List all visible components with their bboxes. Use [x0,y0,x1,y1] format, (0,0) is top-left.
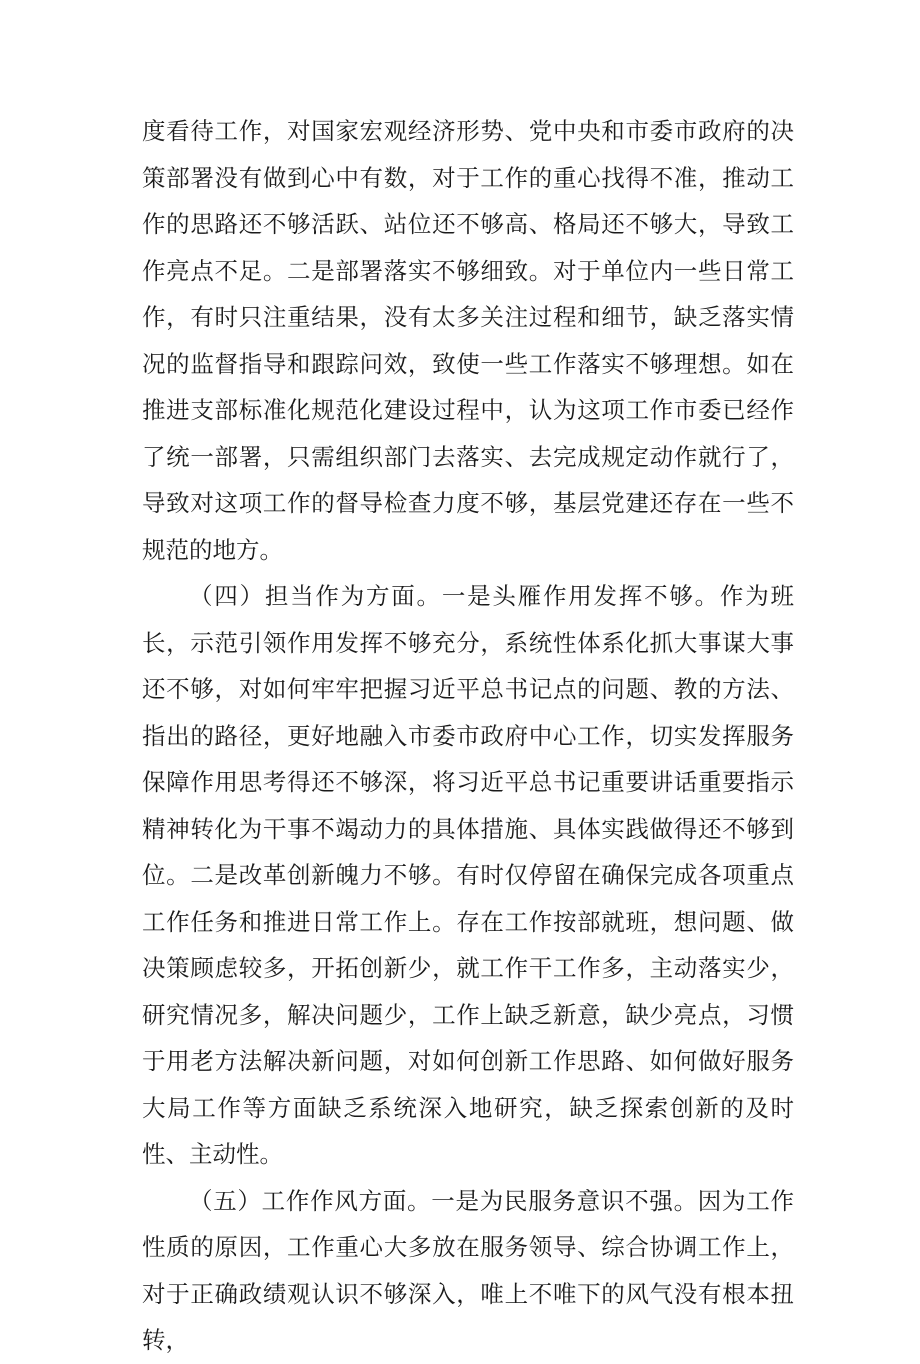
paragraph-continued: 度看待工作，对国家宏观经济形势、党中央和市委市政府的决策部署没有做到心中有数，对于工作的重心找得不准，推动工作的思路还不够活跃、站位还不够高、格局还不够大，导致工作亮点不足。二是部署落实不够细致。对于单位内一些日常工作，有时只注重结果，没有太多关注过程和细节，缺乏落实情况的监督指导和跟踪问效，致使一些工作落实不够理想。如在推进支部标准化规范化建设过程中，认为这项工作市委已经作了统一部署，只需组织部门去落实、去完成规定动作就行了，导致对这项工作的督导检查力度不够，基层党建还存在一些不规范的地方。 [142,117,794,564]
paragraph-section-five: （五）工作作风方面。一是为民服务意识不强。因为工作性质的原因，工作重心大多放在服务领导、综合协调工作上，对于正确政绩观认识不够深入，唯上不唯下的风气没有根本扭转， [142,1186,794,1354]
document-body [142,108,794,1364]
paragraph-section-four: （四）担当作为方面。一是头雁作用发挥不够。作为班长，示范引领作用发挥不够充分，系统性体系化抓大事谋大事还不够，对如何牢牢把握习近平总书记点的问题、教的方法、指出的路径，更好地融入市委市政府中心工作，切实发挥服务保障作用思考得还不够深，将习近平总书记重要讲话重要指示精神转化为干事不竭动力的具体措施、具体实践做得还不够到位。二是改革创新魄力不够。有时仅停留在确保完成各项重点工作任务和推进日常工作上。存在工作按部就班，想问题、做决策顾虑较多，开拓创新少，就工作干工作多，主动落实少，研究情况多，解决问题少，工作上缺乏新意，缺少亮点，习惯于用老方法解决新问题，对如何创新工作思路、如何做好服务大局工作等方面缺乏系统深入地研究，缺乏探索创新的及时性、主动性。 [142,582,794,1168]
